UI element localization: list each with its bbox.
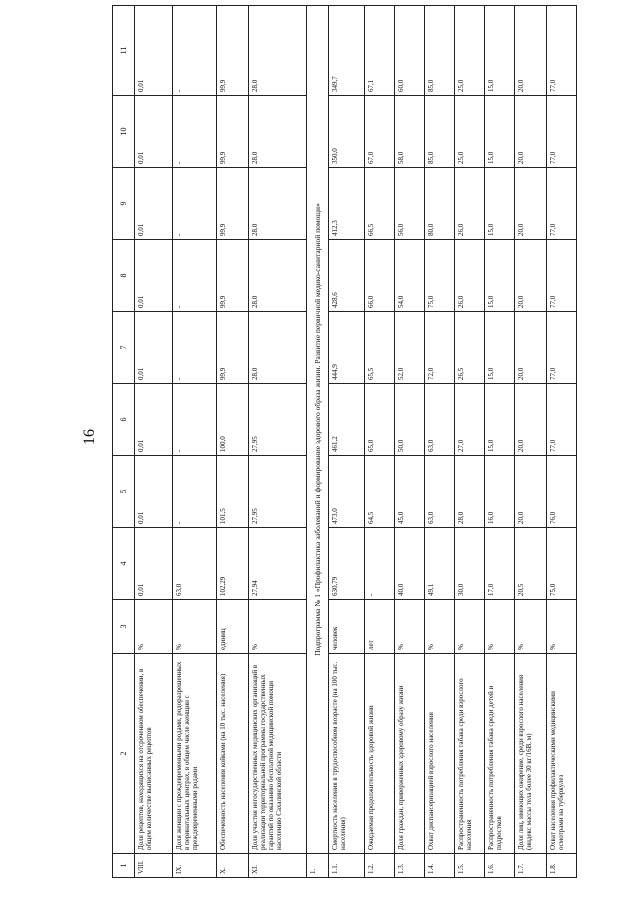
page-number: 16 xyxy=(81,429,98,445)
value-cell: 630,79 xyxy=(329,528,365,600)
value-cell: 20,0 xyxy=(515,456,547,528)
value-cell: 67,1 xyxy=(365,6,395,96)
column-header: 11 xyxy=(113,6,135,96)
table-row xyxy=(425,6,455,878)
value-cell: 72,0 xyxy=(425,312,455,384)
value-cell: 0,01 xyxy=(135,96,173,168)
value-cell: 25,0 xyxy=(455,96,485,168)
indicator-name: Обеспеченность населения койками (на 10 тыс. населения) xyxy=(217,654,249,854)
value-cell: 0,01 xyxy=(135,168,173,240)
value-cell: 444,9 xyxy=(329,312,365,384)
section-row xyxy=(307,6,329,878)
row-number: XI. xyxy=(249,854,307,878)
value-cell: 26,0 xyxy=(455,240,485,312)
value-cell: 15,0 xyxy=(485,168,515,240)
unit-cell: единиц xyxy=(217,600,249,654)
indicator-name: Смертность населения в трудоспособном возрасте (на 100 тыс. населения) xyxy=(329,654,365,854)
value-cell: 0,01 xyxy=(135,528,173,600)
value-cell: 0,01 xyxy=(135,384,173,456)
value-cell: 99,9 xyxy=(217,312,249,384)
row-number: 1.8. xyxy=(547,854,577,878)
value-cell: 15,0 xyxy=(485,6,515,96)
value-cell: 100,0 xyxy=(217,384,249,456)
table-row xyxy=(249,6,307,878)
value-cell: 56,0 xyxy=(395,168,425,240)
indicator-name: Ожидаемая продолжительность здоровой жизни xyxy=(365,654,395,854)
value-cell: 20,5 xyxy=(515,528,547,600)
table-row xyxy=(365,6,395,878)
value-cell: 99,9 xyxy=(217,96,249,168)
value-cell: 65,0 xyxy=(365,384,395,456)
value-cell: 412,3 xyxy=(329,168,365,240)
value-cell: 102,29 xyxy=(217,528,249,600)
value-cell: 99,9 xyxy=(217,240,249,312)
row-number: 1.3. xyxy=(395,854,425,878)
value-cell: 473,0 xyxy=(329,456,365,528)
table-row xyxy=(329,6,365,878)
column-header: 8 xyxy=(113,240,135,312)
value-cell: 99,9 xyxy=(217,6,249,96)
column-header: 7 xyxy=(113,312,135,384)
value-cell: 27,95 xyxy=(249,384,307,456)
indicator-name: Охват населения профилактическими медицинскими осмотрами на туберкулез xyxy=(547,654,577,854)
table-row xyxy=(135,6,173,878)
value-cell: 17,0 xyxy=(485,528,515,600)
value-cell: 75,0 xyxy=(547,528,577,600)
value-cell: 77,0 xyxy=(547,240,577,312)
value-cell: 15,0 xyxy=(485,312,515,384)
unit-cell: % xyxy=(173,600,217,654)
value-cell: 349,7 xyxy=(329,6,365,96)
column-header: 9 xyxy=(113,168,135,240)
row-number: 1.2. xyxy=(365,854,395,878)
value-cell: 63,0 xyxy=(425,384,455,456)
value-cell: 0,01 xyxy=(135,312,173,384)
row-number: 1.6. xyxy=(485,854,515,878)
value-cell: 27,95 xyxy=(249,456,307,528)
table-row xyxy=(515,6,547,878)
value-cell: 28,0 xyxy=(455,456,485,528)
value-cell: 77,0 xyxy=(547,6,577,96)
value-cell: - xyxy=(173,456,217,528)
value-cell: 15,0 xyxy=(485,240,515,312)
unit-cell: % xyxy=(547,600,577,654)
value-cell: - xyxy=(173,6,217,96)
value-cell: 63,0 xyxy=(425,456,455,528)
value-cell: 45,0 xyxy=(395,456,425,528)
value-cell: 28,0 xyxy=(249,6,307,96)
row-number: 1.1. xyxy=(329,854,365,878)
indicator-name: Доля граждан, приверженных здоровому образу жизни xyxy=(395,654,425,854)
value-cell: 99,9 xyxy=(217,168,249,240)
value-cell: 50,0 xyxy=(395,384,425,456)
value-cell: 58,0 xyxy=(395,96,425,168)
unit-cell: % xyxy=(135,600,173,654)
row-number: IX. xyxy=(173,854,217,878)
value-cell: 64,5 xyxy=(365,456,395,528)
value-cell: 26,5 xyxy=(455,312,485,384)
column-header: 1 xyxy=(113,854,135,878)
table-row xyxy=(547,6,577,878)
value-cell: 67,0 xyxy=(365,96,395,168)
column-header: 4 xyxy=(113,528,135,600)
value-cell: 28,0 xyxy=(249,96,307,168)
indicator-name: Доля рецептов, находящихся на отсроченном обеспечении, в общем количестве выписанных рецептов xyxy=(135,654,173,854)
value-cell: 20,0 xyxy=(515,240,547,312)
table-row xyxy=(217,6,249,878)
value-cell: 49,1 xyxy=(425,528,455,600)
value-cell: 428,6 xyxy=(329,240,365,312)
indicator-name: Доля участия негосударственных медицинских организаций в реализации территориальной программы государственных гарантий по оказанию бесплатной медицинской помощи населению Сахалинской области xyxy=(249,654,307,854)
unit-cell: % xyxy=(515,600,547,654)
section-title: Подпрограмма № 1 «Профилактика заболеваний и формирование здорового образа жизни. Развитие первичной медико-санитарной помощи» xyxy=(307,6,329,854)
value-cell: 30,0 xyxy=(455,528,485,600)
value-cell: 20,0 xyxy=(515,312,547,384)
row-number: 1.4. xyxy=(425,854,455,878)
unit-cell: лет xyxy=(365,600,395,654)
value-cell: 28,0 xyxy=(249,240,307,312)
value-cell: 20,0 xyxy=(515,168,547,240)
indicator-name: Распространенность потребления табака среди детей и подростков xyxy=(485,654,515,854)
value-cell: 27,0 xyxy=(455,384,485,456)
table-row xyxy=(485,6,515,878)
column-header: 2 xyxy=(113,654,135,854)
value-cell: 15,0 xyxy=(485,384,515,456)
unit-cell: % xyxy=(485,600,515,654)
value-cell: 0,01 xyxy=(135,240,173,312)
unit-cell: % xyxy=(395,600,425,654)
unit-cell: % xyxy=(425,600,455,654)
value-cell: 26,0 xyxy=(455,168,485,240)
value-cell: 77,0 xyxy=(547,384,577,456)
value-cell: 65,5 xyxy=(365,312,395,384)
value-cell: 77,0 xyxy=(547,96,577,168)
value-cell: 77,0 xyxy=(547,312,577,384)
row-number: 1.7. xyxy=(515,854,547,878)
value-cell: - xyxy=(365,528,395,600)
value-cell: 76,0 xyxy=(547,456,577,528)
value-cell: 20,0 xyxy=(515,96,547,168)
value-cell: 75,0 xyxy=(425,240,455,312)
value-cell: 101,5 xyxy=(217,456,249,528)
value-cell: 461,2 xyxy=(329,384,365,456)
value-cell: 52,0 xyxy=(395,312,425,384)
value-cell: 27,94 xyxy=(249,528,307,600)
value-cell: 0,01 xyxy=(135,456,173,528)
indicator-name: Доля женщин с преждевременными родами, родоразрешенных в перинатальных центрах, в общем числе женщин с преждевременными родами xyxy=(173,654,217,854)
value-cell: - xyxy=(173,168,217,240)
row-number: X. xyxy=(217,854,249,878)
value-cell: 25,0 xyxy=(455,6,485,96)
value-cell: 77,0 xyxy=(547,168,577,240)
rotated-table-container xyxy=(112,26,565,878)
unit-cell: % xyxy=(455,600,485,654)
column-header: 10 xyxy=(113,96,135,168)
unit-cell: % xyxy=(249,600,307,654)
value-cell: 60,0 xyxy=(395,6,425,96)
header-row xyxy=(113,6,135,878)
row-number: 1.5. xyxy=(455,854,485,878)
value-cell: - xyxy=(173,384,217,456)
column-header: 6 xyxy=(113,384,135,456)
value-cell: 80,0 xyxy=(425,168,455,240)
value-cell: 350,0 xyxy=(329,96,365,168)
value-cell: 20,0 xyxy=(515,384,547,456)
unit-cell: человек xyxy=(329,600,365,654)
table-row xyxy=(455,6,485,878)
indicators-table xyxy=(112,5,577,878)
table-row xyxy=(395,6,425,878)
value-cell: 15,0 xyxy=(485,96,515,168)
column-header: 3 xyxy=(113,600,135,654)
section-number: 1. xyxy=(307,854,329,878)
value-cell: 85,0 xyxy=(425,6,455,96)
row-number: VIII. xyxy=(135,854,173,878)
value-cell: 54,0 xyxy=(395,240,425,312)
value-cell: 85,0 xyxy=(425,96,455,168)
value-cell: 66,0 xyxy=(365,240,395,312)
value-cell: - xyxy=(173,96,217,168)
column-header: 5 xyxy=(113,456,135,528)
value-cell: 66,5 xyxy=(365,168,395,240)
indicator-name: Распространенность потребления табака среди взрослого населения xyxy=(455,654,485,854)
value-cell: 20,0 xyxy=(515,6,547,96)
value-cell: - xyxy=(173,312,217,384)
value-cell: 0,01 xyxy=(135,6,173,96)
table-viewport xyxy=(112,26,565,878)
value-cell: 63,0 xyxy=(173,528,217,600)
value-cell: 16,0 xyxy=(485,456,515,528)
value-cell: - xyxy=(173,240,217,312)
table-row xyxy=(173,6,217,878)
indicator-name: Доля лиц, имеющих ожирение, среди взрослого населения (индекс массы тела более 30 кг/16В, м) xyxy=(515,654,547,854)
value-cell: 28,0 xyxy=(249,312,307,384)
value-cell: 40,0 xyxy=(395,528,425,600)
value-cell: 28,0 xyxy=(249,168,307,240)
indicator-name: Охват диспансеризацией взрослого населения xyxy=(425,654,455,854)
